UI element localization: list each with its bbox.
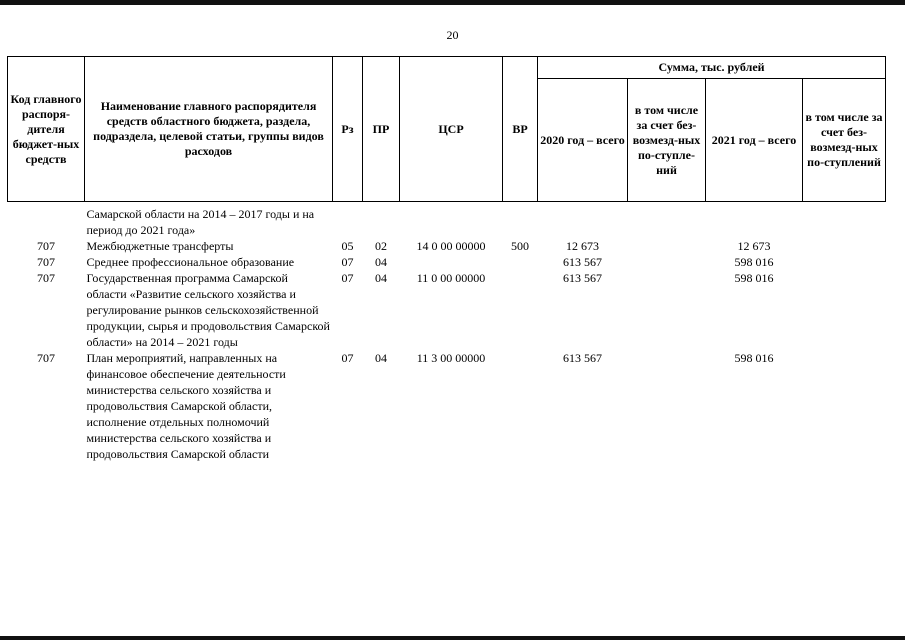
cell-2020-grants — [628, 238, 706, 254]
cell-2020-grants — [628, 202, 706, 239]
cell-pr: 02 — [375, 239, 387, 253]
cell-code: 707 — [37, 351, 55, 365]
cell-2020-total: 613 567 — [563, 351, 602, 365]
header-2021-total: 2021 год – всего — [706, 79, 803, 202]
cell-name: Среднее профессиональное образование — [86, 255, 295, 269]
cell-2021-grants — [803, 238, 886, 254]
cell-2021-total: 598 016 — [734, 271, 774, 285]
cell-2020-grants — [628, 254, 706, 270]
cell-2021-grants — [803, 350, 886, 462]
cell-csr: 11 0 00 00000 — [416, 271, 486, 285]
cell-name: Самарской области на 2014 – 2017 годы и на период до 2021 года» — [86, 207, 315, 237]
cell-2021-grants — [803, 254, 886, 270]
cell-pr: 04 — [375, 351, 387, 365]
cell-2021-grants — [803, 202, 886, 239]
cell-name: План мероприятий, направленных на финансовое обеспечение деятельности министерства сельского хозяйства и продовольствия Самарской области, исполнение отдельных полномочий министерства сельского хозяйства и продовольствия Самарской области — [86, 351, 286, 461]
cell-rz: 07 — [341, 255, 354, 269]
cell-code — [8, 202, 85, 239]
cell-code: 707 — [37, 239, 55, 253]
cell-csr — [400, 254, 503, 270]
cell-2020-total — [538, 202, 628, 239]
cell-vr — [503, 254, 538, 270]
header-rz: Рз — [333, 57, 363, 202]
cell-2020-total: 12 673 — [566, 239, 599, 253]
table-row — [8, 270, 886, 350]
cell-vr — [503, 350, 538, 462]
cell-rz: 05 — [341, 239, 354, 253]
cell-csr — [400, 202, 503, 239]
cell-pr: 04 — [375, 271, 387, 285]
cell-vr: 500 — [511, 239, 529, 253]
cell-rz: 07 — [341, 271, 354, 285]
header-code: Код главного распоря-дителя бюджет-ных средств — [8, 57, 85, 202]
cell-code: 707 — [37, 255, 55, 269]
cell-2020-grants — [628, 270, 706, 350]
cell-name: Государственная программа Самарской области «Развитие сельского хозяйства и регулирование рынков сельскохозяйственной продукции, сырья и продовольствия Самарской области» на 2014 – 2021 годы — [86, 271, 330, 349]
cell-2020-total: 613 567 — [563, 271, 602, 285]
table-header — [8, 57, 886, 202]
table-body — [8, 202, 886, 463]
header-2020-total: 2020 год – всего — [538, 79, 628, 202]
cell-2021-total: 598 016 — [734, 255, 774, 269]
cell-name: Межбюджетные трансферты — [86, 239, 234, 253]
header-pr: ПР — [363, 57, 400, 202]
header-csr: ЦСР — [400, 57, 503, 202]
table-row — [8, 350, 886, 462]
scan-edge-top — [0, 0, 905, 5]
cell-vr — [503, 270, 538, 350]
cell-csr: 14 0 00 00000 — [416, 239, 486, 253]
cell-2021-total: 12 673 — [737, 239, 771, 253]
cell-2020-grants — [628, 350, 706, 462]
scan-edge-bottom — [0, 636, 905, 640]
header-2021-grants: в том числе за счет без-возмезд-ных по-ступлений — [803, 79, 886, 202]
header-2020-grants: в том числе за счет без-возмезд-ных по-ступле-ний — [628, 79, 706, 202]
page-number: 20 — [446, 28, 459, 42]
cell-2021-grants — [803, 270, 886, 350]
cell-csr: 11 3 00 00000 — [416, 351, 486, 365]
table-row — [8, 238, 886, 254]
cell-rz — [333, 202, 363, 239]
cell-pr — [363, 202, 400, 239]
header-sum-title: Сумма, тыс. рублей — [538, 57, 886, 79]
cell-2020-total: 613 567 — [563, 255, 602, 269]
header-name: Наименование главного распорядителя средств областного бюджета, раздела, подраздела, целевой статьи, группы видов расходов — [85, 57, 333, 202]
cell-code: 707 — [37, 271, 55, 285]
cell-vr — [503, 202, 538, 239]
cell-rz: 07 — [341, 351, 354, 365]
table-row — [8, 202, 886, 239]
budget-table — [7, 56, 886, 462]
cell-2021-total — [706, 202, 803, 239]
cell-pr: 04 — [375, 255, 387, 269]
table-row — [8, 254, 886, 270]
header-vr: ВР — [503, 57, 538, 202]
cell-2021-total: 598 016 — [734, 351, 774, 365]
